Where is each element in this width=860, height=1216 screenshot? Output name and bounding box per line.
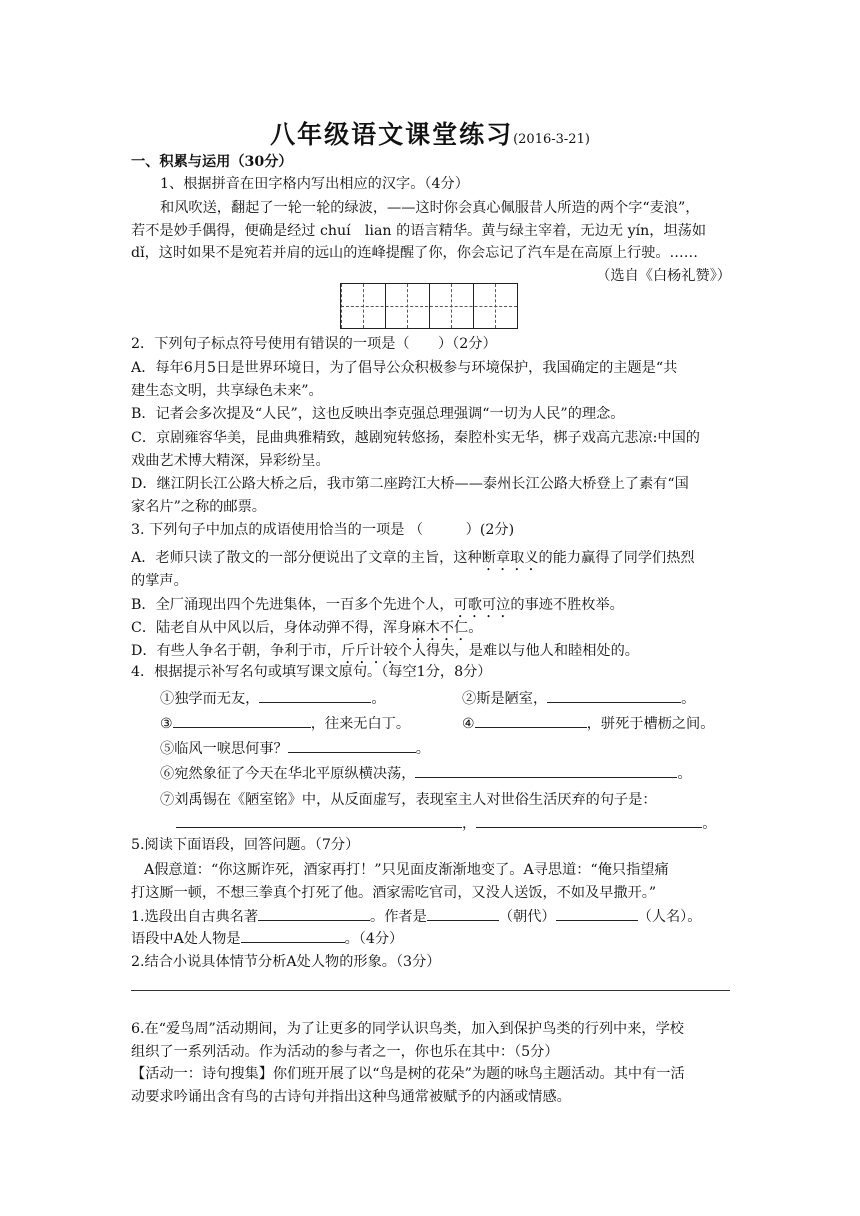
q3-b-pre: B．全厂涌现出四个先进集体，一百多个先进个人， — [131, 597, 454, 613]
q5-sub-1-cont — [131, 928, 731, 950]
q5-s1-d: （人名）。 — [637, 909, 702, 925]
title-main: 八年级语文课堂练习 — [270, 120, 514, 149]
answer-blank[interactable] — [415, 763, 677, 778]
q4-item-3-end: ，往来无白丁。 — [310, 716, 411, 732]
tianzige-grid[interactable] — [340, 283, 518, 329]
q2-option-a-line-1: A．每年6月5日是世界环境日，为了倡导公众积极参与环境保护，我国确定的主题是“共 — [131, 360, 678, 376]
q3-c-post: 。 — [468, 620, 483, 636]
q4-item-7: ⑦刘禹锡在《陋室铭》中，从反面虚写，表现室主人对世俗生活厌弃的句子是： — [160, 792, 657, 808]
q1-stem: 1、根据拼音在田字格内写出相应的汉字。（4分） — [160, 176, 469, 192]
q3-d-idiom: 斤斤计较 — [341, 643, 398, 659]
q1-passage-line-3: dǐ，这时如果不是宛若并肩的远山的连峰提醒了你，你会忘记了汽车是在高原上行驶。…… — [131, 245, 698, 261]
q5-sub-2: 2.结合小说具体情节分析A处人物的形象。（3分） — [131, 954, 441, 970]
q3-option-a-line-2: 的掌声。 — [131, 573, 188, 589]
answer-blank[interactable] — [173, 713, 311, 728]
q4-item-4-end: ，骈死于槽枥之间。 — [586, 716, 715, 732]
q4-item-3-text: ③ — [160, 716, 173, 732]
answer-blank[interactable] — [288, 738, 416, 753]
q1-passage-line-2: 若不是妙手偶得，便确是经过 chuí lian 的语言精华。黄与绿主宰着，无边无 yín，坦荡如 — [131, 223, 707, 239]
q3-c-pre: C．陆老自从中风以后，身体动弹不得，浑身 — [131, 620, 412, 636]
q2-option-c-line-1: C．京剧雍容华美，昆曲典雅精致，越剧宛转悠扬，秦腔朴实无华，梆子戏高亢悲凉:中国的 — [131, 430, 700, 446]
grid-cell[interactable] — [451, 284, 473, 328]
answer-blank[interactable] — [476, 813, 702, 828]
answer-blank[interactable] — [258, 906, 370, 921]
grid-cell[interactable] — [363, 284, 385, 328]
q3-a-post: 的能力赢得了同学们热烈 — [538, 550, 695, 566]
q6-line-3: 【活动一：诗句搜集】你们班开展了以“鸟是树的花朵”为题的咏鸟主题活动。其中有一活 — [131, 1066, 685, 1082]
q4-item-1-end: 。 — [371, 691, 386, 707]
answer-blank[interactable] — [241, 928, 345, 943]
q5-s1-a: 1.选段出自古典名著 — [131, 909, 259, 925]
q3-d-pre: D．有些人争名于朝，争利于市， — [131, 643, 342, 659]
q5-s1-f: 。（4分） — [344, 931, 404, 947]
q4-item-1-text: ①独学而无友， — [160, 691, 260, 707]
q2-option-b: B．记者会多次提及“人民”，这也反映出李克强总理强调“一切为人民”的理念。 — [131, 406, 625, 422]
q4-item-7-blanks — [176, 813, 731, 835]
q2-stem: 2．下列句子标点符号使用有错误的一项是（ ）（2分） — [131, 336, 497, 352]
q4-item-6 — [160, 763, 731, 785]
q2-option-a-line-2: 建生态文明，共享绿色未来”。 — [131, 383, 323, 399]
q4-item-4-text: ④ — [462, 716, 475, 732]
answer-blank[interactable] — [176, 813, 462, 828]
q5-passage-line-2: 打这厮一顿，不想三拳真个打死了他。酒家需吃官司，又没人送饭，不如及早撒开。” — [131, 885, 657, 901]
q3-b-idiom: 可歌可泣 — [453, 597, 511, 613]
grid-cell[interactable] — [473, 284, 495, 328]
q4-item-2-text: ②斯是陋室， — [462, 691, 548, 707]
q6-line-2: 组织了一系列活动。作为活动的参与者之一，你也乐在其中：（5分） — [131, 1044, 559, 1060]
q5-s1-b: 。作者是 — [370, 909, 427, 925]
answer-blank[interactable] — [427, 906, 499, 921]
q6-line-4: 动要求吟诵出含有鸟的古诗句并指出这种鸟通常被赋予的内涵或情感。 — [131, 1089, 571, 1105]
answer-line[interactable] — [131, 990, 730, 991]
q3-d-post: 个人得失，是难以与他人和睦相处的。 — [397, 643, 639, 659]
page-title — [0, 115, 860, 151]
answer-blank[interactable] — [556, 906, 638, 921]
grid-cell[interactable] — [385, 284, 407, 328]
q3-b-post: 的事迹不胜枚举。 — [510, 597, 624, 613]
q4-item-7-end: 。 — [702, 816, 717, 832]
q5-sub-1 — [131, 906, 731, 928]
grid-cell[interactable] — [495, 284, 517, 328]
q2-option-d-line-2: 家名片”之称的邮票。 — [131, 499, 266, 515]
q4-item-5-text: ⑤临风一唳思何事？ — [160, 741, 288, 757]
q4-item-6-text: ⑥宛然象征了今天在华北平原纵横决荡， — [160, 766, 416, 782]
answer-blank[interactable] — [475, 713, 587, 728]
q3-stem: 3. 下列句子中加点的成语使用恰当的一项是 （ ）(2分) — [131, 522, 515, 538]
q6-line-1: 6.在“爱鸟周”活动期间，为了让更多的同学认识鸟类，加入到保护鸟类的行列中来，学校 — [131, 1021, 684, 1037]
q1-passage-line-1: 和风吹送，翻起了一轮一轮的绿波，——这时你会真心佩服昔人所造的两个字“麦浪”， — [160, 200, 700, 216]
q4-item-2-end: 。 — [681, 691, 696, 707]
q4-item-6-end: 。 — [677, 766, 692, 782]
q4-item-5 — [160, 738, 731, 760]
q4-item-4 — [462, 713, 732, 735]
title-date: (2016-3-21) — [513, 132, 590, 147]
q5-s1-e: 语段中A处人物是 — [131, 931, 241, 947]
q5-passage-line-1: A假意道：“你这厮诈死，酒家再打！”只见面皮渐渐地变了。A寻思道：“俺只指望痛 — [144, 862, 669, 878]
grid-cell[interactable] — [407, 284, 429, 328]
q3-a-idiom: 断章取义 — [481, 550, 539, 566]
q5-s1-c: （朝代） — [498, 909, 556, 925]
answer-blank[interactable] — [259, 688, 371, 703]
q2-option-d-line-1: D．继江阴长江公路大桥之后，我市第二座跨江大桥——泰州长江公路大桥登上了素有“国 — [131, 476, 689, 492]
q3-a-pre: A．老师只读了散文的一部分便说出了文章的主旨，这种 — [131, 550, 482, 566]
q3-c-idiom: 麻木不仁 — [411, 620, 469, 636]
q4-item-5-end: 。 — [415, 741, 430, 757]
q4-stem: 4．根据提示补写名句或填写课文原句。（每空1分，8分） — [131, 664, 492, 680]
q1-source: （选自《白杨礼赞》） — [596, 268, 731, 284]
section-heading: 一、积累与运用（30分） — [131, 154, 293, 170]
q4-item-7-comma: ， — [462, 816, 477, 832]
answer-blank[interactable] — [547, 688, 681, 703]
q2-option-c-line-2: 戏曲艺术博大精深，异彩纷呈。 — [131, 453, 330, 469]
grid-cell[interactable] — [341, 284, 363, 328]
grid-cell[interactable] — [429, 284, 451, 328]
q4-item-2 — [462, 688, 732, 710]
q5-stem: 5.阅读下面语段，回答问题。（7分） — [131, 837, 360, 853]
